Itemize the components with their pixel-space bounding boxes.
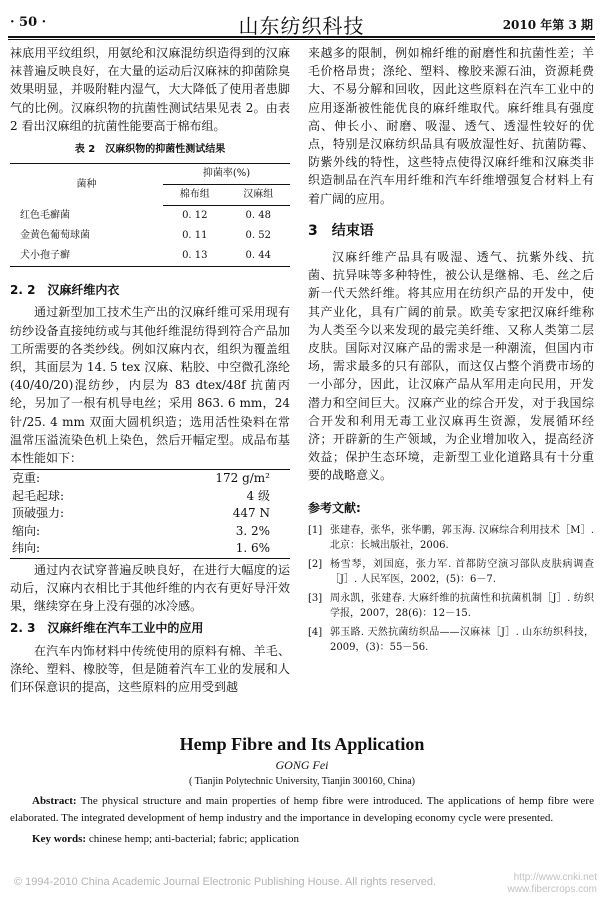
antibacterial-table — [10, 163, 290, 267]
page-header — [8, 8, 595, 36]
property-row: 缩向: 3. 2% — [12, 523, 270, 538]
left-column — [10, 44, 290, 696]
header-rule — [8, 36, 595, 38]
page-number: · 50 · — [10, 15, 47, 30]
english-abstract-block — [10, 734, 594, 845]
table-header-strain: 菌种 — [10, 164, 163, 206]
paragraph: 通过新型加工技术生产出的汉麻纤维可采用现有纺纱设备直接纯纺或与其他纤维混纺得到符合产品加工所需要的各类纱线。例如汉麻内衣，组织为覆盖组织，其面层为 14. 5 tex 汉麻、粘胶、中空微孔涤纶(40/40/20)混纺纱，内层为 83 dtex/48f 抗菌丙纶，另加了一根有机导电丝；采用 863. 6 mm，24 针/25. 4 mm 双面大圆机织造；选用活性染料在常温常压溢流染色机上染色，然后开幅定型。成品布基本性能如下： — [10, 305, 290, 466]
english-affiliation: ( Tianjin Polytechnic University, Tianjin 300160, China) — [188, 776, 416, 787]
english-title: Hemp Fibre and Its Application — [179, 734, 425, 754]
table-row: 金黄色葡萄球菌 0. 11 0. 52 — [20, 230, 271, 242]
keywords-text: chinese hemp; anti-bacterial; fabric; application — [88, 833, 299, 845]
reference-item: [1] 张建春，张华，张华鹏，郭玉海. 汉麻综合利用技术［M］. 北京：长城出版社，2006. — [308, 524, 594, 551]
fabric-properties — [10, 469, 290, 559]
section-heading: 2. 3 汉麻纤维在汽车工业中的应用 — [10, 621, 204, 636]
english-keywords — [10, 833, 594, 845]
english-author: GONG Fei — [275, 758, 329, 772]
keywords-label: Key words: — [32, 833, 87, 845]
reference-item: [4] 郭玉路. 天然抗菌纺织品——汉麻袜［J］. 山东纺织科技，2009，(3)：55－56. — [308, 626, 594, 653]
abstract-label: Abstract: — [32, 795, 77, 807]
property-row: 克重: 172 g/m² — [10, 470, 290, 488]
right-column — [308, 44, 594, 659]
table-header-cotton: 棉布组 — [163, 185, 226, 206]
watermark — [457, 872, 597, 896]
paragraph: 袜底用平纹组织，用氨纶和汉麻混纺织造得到的汉麻袜普遍反映良好，在大量的运动后汉麻袜的抑菌除臭效果明显，并吸附鞋内湿气，大大降低了使用者患脚气的比例。汉麻织物的抗菌性测试结果见表 2。由表 2 看出汉麻组的抗菌性能要高于棉布组。 — [10, 46, 290, 133]
watermark-site: www.fibercrops.com — [507, 884, 597, 895]
table-row: 红色毛癣菌 0. 12 0. 48 — [20, 209, 271, 222]
english-abstract — [10, 793, 594, 827]
property-row: 起毛起球: 4 级 — [12, 488, 270, 503]
reference-item: [3] 周永凯，张建春. 大麻纤维的抗菌性和抗菌机制［J］. 纺织学报，2007，28(6)：12－15. — [308, 592, 594, 619]
watermark-url: http://www.cnki.net — [513, 872, 597, 883]
paragraph: 在汽车内饰材料中传统使用的原料有棉、羊毛、涤纶、塑料、橡胶等，但是随着汽车工业的发展和人们环保意识的提高，这些原料的应用受到越 — [10, 643, 290, 694]
header-rule-thin — [8, 39, 595, 40]
paragraph: 通过内衣试穿普遍反映良好，在进行大幅度的运动后，汉麻内衣相比于其他纤维的内衣有更好导汗效果，继续穿在身上没有强的冰冷感。 — [10, 562, 290, 614]
property-row: 纬向: 1. 6% — [10, 540, 290, 558]
property-row: 顶破强力: 447 N — [12, 506, 270, 521]
table-row: 犬小孢子癣 0. 13 0. 44 — [10, 246, 290, 267]
table-header-group: 抑菌率(%) — [163, 164, 290, 185]
paragraph: 来越多的限制，例如棉纤维的耐磨性和抗菌性差；羊毛价格昂贵；涤纶、塑料、橡胶来源石油，资源耗费大、不易分解和回收，因此这些原料在汽车工业中的应用逐渐被性能优良的麻纤维取代。麻纤维具有强度高、伸长小、耐磨、吸湿、透气、透湿性较好的优点，特别是汉麻纺织品具有吸放湿性好、抗菌防霉、防紫外线的特性，这些特点使得汉麻纤维和汉麻类非织造制品在汽车用纤维和汽车纤维增强复合材料上有着广阔的应用。 — [308, 46, 594, 206]
copyright-footer: © 1994-2010 China Academic Journal Electronic Publishing House. All rights reserved. — [14, 876, 437, 888]
abstract-text: The physical structure and main properties of hemp fibre were introduced. The applications of hemp fibre were elaborated. The integrated development of hemp industry and the importance in developing economy cycle were presented. — [10, 795, 594, 824]
table-title: 表 2 汉麻织物的抑菌性测试结果 — [74, 144, 226, 156]
table-header-hemp: 汉麻组 — [227, 185, 290, 206]
reference-item: [2] 杨雪琴，刘国庭，张力军. 首都防空演习部队皮肤病调查［J］. 人民军医，2002，(5)：6－7. — [308, 558, 594, 585]
journal-name: 山东纺织科技 — [238, 14, 365, 38]
section-heading: 3 结束语 — [308, 222, 374, 239]
issue-label: 2010 年第 3 期 — [502, 18, 593, 32]
section-heading: 2. 2 汉麻纤维内衣 — [10, 283, 120, 298]
references-title: 参考文献: — [308, 500, 361, 515]
paragraph: 汉麻纤维产品具有吸湿、透气、抗紫外线、抗菌、抗异味等多种特性，被公认是继棉、毛、丝之后新一代天然纤维。将其应用在纺织产品的开发中，使其产业化，具有广阔的前景。欧美专家把汉麻纤维称为人类至今以来发现的最完美纤维、又称人类第二层皮肤。国际对汉麻产品的需求是一种潮流，但国内市场，需求最多的只有部队，而这仅占整个消费市场的一小部分，因此，让汉麻产品从军用走向民用，开发潜力和空间巨大。汉麻产业的综合开发，对于我国综合开发和利用无毒工业汉麻再生资源，发展循环经济；开辟新的生产领域，为企业增加收入，提高经济效益；保护生态环境，走新型工业化道路具有十分重要的战略意义。 — [308, 250, 594, 483]
